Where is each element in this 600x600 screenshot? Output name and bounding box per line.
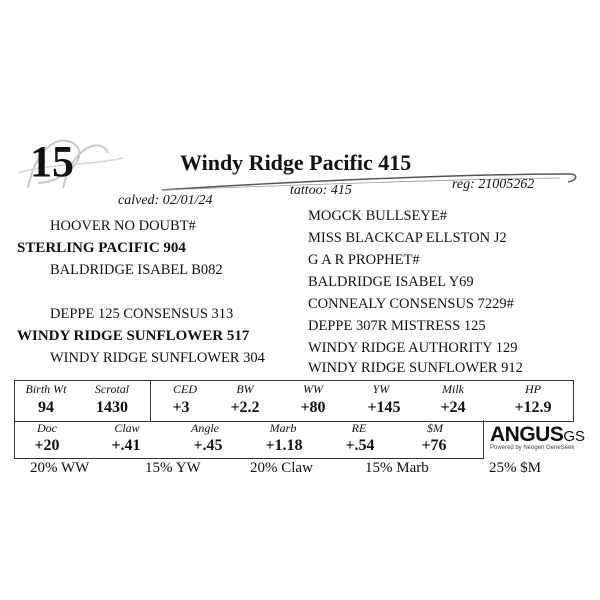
angle-value: +.45 [193, 437, 223, 454]
calved-date: calved: 02/01/24 [118, 193, 213, 208]
percentile-ww: 20% WW [30, 460, 90, 476]
sire-sire-dam: MISS BLACKCAP ELLSTON J2 [308, 230, 507, 246]
sire-dam-sire: G A R PROPHET# [308, 252, 420, 268]
milk-header: Milk [442, 382, 464, 396]
logo-gs-text: GS [563, 428, 586, 445]
bw-value: +2.2 [230, 399, 260, 416]
percentile-yw: 15% YW [145, 460, 201, 476]
ww-value: +80 [300, 399, 326, 416]
re-header: RE [351, 421, 367, 435]
claw-header: Claw [114, 421, 140, 435]
yw-value: +145 [367, 399, 401, 416]
dam-dam: WINDY RIDGE SUNFLOWER 304 [50, 350, 265, 366]
logo-subtitle: Powered by Neogen GeneSeek [490, 445, 575, 451]
lot-number: 15 [30, 137, 74, 186]
doc-value: +20 [34, 437, 60, 454]
sire-dam: BALDRIDGE ISABEL B082 [50, 262, 223, 278]
sire-sire-sire: MOGCK BULLSEYE# [308, 208, 447, 224]
animal-name: Windy Ridge Pacific 415 [180, 150, 412, 175]
re-value: +.54 [345, 437, 375, 454]
epd-row-1 [14, 380, 574, 422]
claw-value: +.41 [111, 437, 141, 454]
scrotal-value: 1430 [96, 399, 128, 416]
sire-sire: HOOVER NO DOUBT# [50, 218, 196, 234]
marb-header: Marb [269, 421, 297, 435]
ced-header: CED [173, 382, 197, 396]
dam-sire-dam: DEPPE 307R MISTRESS 125 [308, 318, 486, 334]
dam-dam-dam: WINDY RIDGE SUNFLOWER 912 [308, 360, 523, 376]
percentile-marb: 15% Marb [365, 460, 429, 476]
bw-header: BW [236, 382, 254, 396]
logo-angus-text: ANGUS [490, 423, 564, 446]
scrotal-header: Scrotal [94, 382, 130, 396]
sire: STERLING PACIFIC 904 [17, 240, 186, 256]
epd-row-2 [14, 420, 484, 459]
milk-value: +24 [440, 399, 466, 416]
dam-sire: DEPPE 125 CONSENSUS 313 [50, 306, 234, 322]
dam-sire-sire: CONNEALY CONSENSUS 7229# [308, 296, 514, 312]
doc-header: Doc [37, 421, 57, 435]
dam: WINDY RIDGE SUNFLOWER 517 [17, 328, 250, 344]
birth-wt-header: Birth Wt [25, 382, 67, 396]
dollar-m-header: $M [427, 421, 443, 435]
dam-dam-sire: WINDY RIDGE AUTHORITY 129 [308, 340, 518, 356]
registration-number: reg: 21005262 [452, 177, 535, 192]
percentile-claw: 20% Claw [250, 460, 313, 476]
angle-header: Angle [191, 421, 219, 435]
tattoo: tattoo: 415 [290, 183, 352, 198]
sire-dam-dam: BALDRIDGE ISABEL Y69 [308, 274, 474, 290]
birth-wt-value: 94 [38, 399, 54, 416]
dollar-m-value: +76 [421, 437, 447, 454]
percentile-dollar-m: 25% $M [489, 460, 542, 476]
marb-value: +1.18 [265, 437, 303, 454]
angus-gs-logo [490, 423, 586, 458]
yw-header: YW [372, 382, 390, 396]
hp-header: HP [525, 382, 541, 396]
ced-value: +3 [172, 399, 190, 416]
ww-header: WW [303, 382, 323, 396]
hp-value: +12.9 [514, 399, 552, 416]
